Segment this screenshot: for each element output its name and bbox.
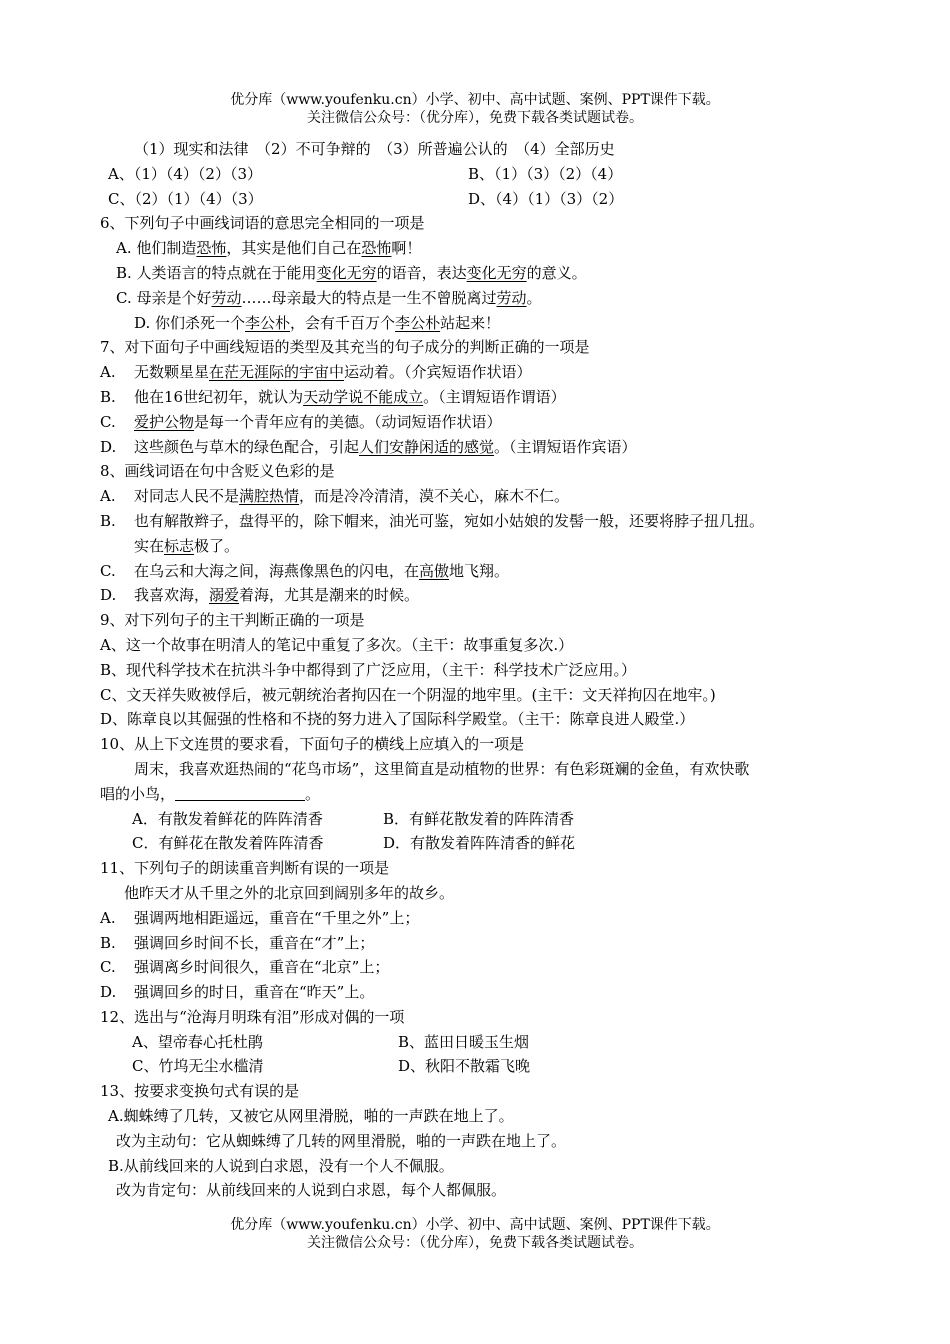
q10-options-row1: [100, 807, 950, 832]
q6-option-b: [100, 261, 950, 286]
q7-c-label: C.: [100, 412, 116, 431]
q10-option-c: C．有鲜花在散发着阵阵清香: [132, 834, 324, 853]
q11-option-c: [100, 955, 950, 980]
q7-b-text-2: 。（主谓短语作谓语）: [423, 387, 566, 406]
q6-c-underlined-1: 劳动: [211, 288, 242, 307]
q8-c-text-1: 在乌云和大海之间，海燕像黑色的闪电，在: [134, 561, 420, 580]
q11-d-text: 强调回乡的时日，重音在“昨天”上。: [134, 983, 375, 1002]
q8-d-text-1: 我喜欢海，: [134, 586, 210, 605]
q5-options-row1: [100, 162, 950, 187]
q6-b-text-3: 的意义。: [526, 263, 587, 282]
q8-b-label: B.: [100, 511, 116, 530]
q10-stem: 10、从上下文连贯的要求看，下面句子的横线上应填入的一项是: [100, 735, 525, 754]
q7-b-text-1: 他在16世纪初年，就认为: [134, 387, 304, 406]
header-line-1: 优分库（www.youfenku.cn）小学、初中、高中试题、案例、PPT课件下载。: [230, 92, 720, 108]
q13-stem: 13、按要求变换句式有误的是: [100, 1082, 300, 1101]
q11-b-text: 强调回乡时间不长，重音在“才”上；: [134, 933, 375, 952]
q8-option-b-cont: [100, 534, 950, 559]
q8-d-underlined: 溺爱: [209, 586, 240, 605]
q13-option-a: A.蜘蛛缚了几转，又被它从网里滑脱，啪的一声跌在地上了。: [108, 1107, 514, 1126]
q8-a-text-2: ，而是冷冷清清，漠不关心，麻木不仁。: [299, 487, 570, 506]
q7-d-underlined: 人们安静闲适的感觉: [359, 437, 495, 456]
q8-option-b: [100, 509, 950, 534]
q6-d-underlined-2: 李公朴: [395, 313, 441, 332]
q8-b-text: 也有解散辫子，盘得平的，除下帽来，油光可鉴，宛如小姑娘的发髻一般，还要将脖子扭几扭。: [134, 511, 765, 530]
q6-a-text-3: 啊！: [391, 239, 422, 258]
q6-option-d: [100, 311, 950, 336]
q6-a-text-2: ，其实是他们自己在: [226, 239, 362, 258]
q6-d-text-1: D. 你们杀死一个: [134, 313, 246, 332]
q8-a-underlined: 满腔热情: [239, 487, 300, 506]
q6-b-underlined-2: 变化无穷: [466, 263, 527, 282]
q11-option-d: [100, 980, 950, 1005]
q11-d-label: D.: [100, 983, 117, 1002]
q8-d-label: D.: [100, 586, 117, 605]
q12-options-row1: [100, 1030, 950, 1055]
q10-answer-blank[interactable]: [175, 786, 305, 801]
q13-option-b-transform: 改为肯定句：从前线回来的人说到白求恩，每个人都佩服。: [116, 1181, 507, 1200]
q10-option-d: D．有散发着阵阵清香的鲜花: [383, 834, 576, 853]
q6-b-text-1: B. 人类语言的特点就在于能用: [116, 263, 317, 282]
q7-a-underlined: 在茫无涯际的宇宙中: [209, 363, 345, 382]
q8-stem: 8、画线词语在句中含贬义色彩的是: [100, 462, 335, 481]
q7-option-a: [100, 360, 950, 385]
q7-a-label: A.: [100, 363, 116, 382]
q8-option-a: [100, 484, 950, 509]
q7-c-underlined: 爱护公物: [134, 412, 195, 431]
q11-option-b: [100, 931, 950, 956]
q10-passage-1: 周末，我喜欢逛热闹的“花鸟市场”，这里简直是动植物的世界：有色彩斑斓的金鱼，有欢快歌: [134, 759, 750, 778]
q7-a-text-2: 运动着。（介宾短语作状语）: [344, 363, 532, 382]
q8-a-text-1: 对同志人民不是: [134, 487, 240, 506]
question-content: [0, 137, 950, 1203]
q11-c-label: C.: [100, 958, 116, 977]
q10-option-b: B．有鲜花散发着的阵阵清香: [383, 809, 575, 828]
q12-option-c: C、竹坞无尘水槛清: [132, 1057, 264, 1076]
q13-option-a-transform: 改为主动句：它从蜘蛛缚了几转的网里滑脱，啪的一声跌在地上了。: [116, 1131, 567, 1150]
q12-option-b: B、蓝田日暖玉生烟: [398, 1032, 530, 1051]
q7-option-c: [100, 410, 950, 435]
q5-options-row2: [100, 187, 950, 212]
q7-b-label: B.: [100, 387, 116, 406]
q7-b-underlined: 天动学说不能成立: [303, 387, 424, 406]
q6-option-c: [100, 286, 950, 311]
q10-options-row2: [100, 831, 950, 856]
q9-option-c: C、文天祥失败被俘后，被元朝统治者拘囚在一个阴湿的地牢里。(主干：文天祥拘囚在地牢。): [100, 685, 716, 704]
q6-c-text-1: C. 母亲是个好: [116, 288, 212, 307]
q8-c-text-2: 地飞翔。: [449, 561, 510, 580]
header-line-2: 关注微信公众号：（优分库），免费下载各类试题试卷。: [307, 110, 643, 126]
q7-option-b: [100, 385, 950, 410]
q8-d-text-2: 着海，尤其是潮来的时候。: [239, 586, 420, 605]
q5-option-b: B、（1）（3）（2）（4）: [468, 164, 623, 183]
q12-option-a: A、望帝春心托杜鹃: [132, 1032, 263, 1051]
q7-d-text-2: 。（主谓短语作宾语）: [494, 437, 637, 456]
q11-stem: 11、下列句子的朗读重音判断有误的一项是: [100, 859, 390, 878]
q6-a-underlined-2: 恐怖: [361, 239, 392, 258]
q7-stem: 7、对下面句子中画线短语的类型及其充当的句子成分的判断正确的一项是: [100, 338, 590, 357]
q5-option-d: D、（4）（1）（3）（2）: [468, 189, 624, 208]
q8-b2-text-2: 极了。: [194, 536, 240, 555]
q9-option-a: A、这一个故事在明清人的笔记中重复了多次。（主干：故事重复多次.）: [100, 635, 574, 654]
q10-passage-2-end: 。: [305, 784, 321, 803]
q6-stem: 6、下列句子中画线词语的意思完全相同的一项是: [100, 214, 425, 233]
q12-options-row2: [100, 1054, 950, 1079]
q11-a-label: A.: [100, 908, 116, 927]
q6-b-text-2: 的语音，表达: [376, 263, 467, 282]
q6-c-text-2: ……母亲最大的特点是一生不曾脱离过: [241, 288, 497, 307]
q10-option-a: A．有散发着鲜花的阵阵清香: [132, 809, 323, 828]
page-header: [0, 91, 950, 127]
q6-a-text-1: A. 他们制造: [116, 239, 197, 258]
q11-option-a: [100, 906, 950, 931]
footer-line-1: 优分库（www.youfenku.cn）小学、初中、高中试题、案例、PPT课件下载。: [230, 1217, 720, 1233]
q12-stem: 12、选出与“沧海月明珠有泪”形成对偶的一项: [100, 1007, 405, 1026]
q5-items: （1）现实和法律 （2）不可争辩的 （3）所普遍公认的 （4）全部历史: [134, 140, 615, 158]
q8-a-label: A.: [100, 487, 116, 506]
q8-b2-text-1: 实在: [134, 536, 165, 555]
q11-sentence: 他昨天才从千里之外的北京回到阔别多年的故乡。: [124, 883, 455, 902]
q6-a-underlined-1: 恐怖: [196, 239, 227, 258]
q10-passage-2-text: 唱的小鸟，: [100, 784, 176, 803]
q9-option-d: D、陈章良以其倔强的性格和不挠的努力进入了国际科学殿堂。（主干：陈章良进人殿堂.）: [100, 710, 695, 729]
q9-stem: 9、对下列句子的主干判断正确的一项是: [100, 611, 365, 630]
footer-line-2: 关注微信公众号：（优分库），免费下载各类试题试卷。: [307, 1235, 643, 1251]
q6-c-text-3: 。: [526, 288, 542, 307]
q7-a-text-1: 无数颗星星: [134, 363, 210, 382]
q6-c-underlined-2: 劳动: [496, 288, 527, 307]
q13-option-b: B.从前线回来的人说到白求恩，没有一个人不佩服。: [108, 1156, 454, 1175]
q11-c-text: 强调离乡时间很久，重音在“北京”上；: [134, 958, 390, 977]
q7-c-text-2: 是每一个青年应有的美德。（动词短语作状语）: [194, 412, 502, 431]
q11-b-label: B.: [100, 933, 116, 952]
q6-d-text-2: ，会有千百万个: [290, 313, 396, 332]
q8-c-label: C.: [100, 561, 116, 580]
q11-a-text: 强调两地相距遥远，重音在“千里之外”上；: [134, 908, 420, 927]
q8-option-c: [100, 559, 950, 584]
q7-option-d: [100, 435, 950, 460]
q6-d-underlined-1: 李公朴: [245, 313, 291, 332]
q10-passage-2: [100, 782, 950, 807]
q5-option-c: C、（2）（1）（4）（3）: [108, 189, 263, 208]
q9-option-b: B、现代科学技术在抗洪斗争中都得到了广泛应用，（主干：科学技术广泛应用。）: [100, 660, 637, 679]
q7-d-text-1: 这些颜色与草木的绿色配合，引起: [134, 437, 360, 456]
q5-option-a: A、（1）（4）（2）（3）: [108, 164, 263, 183]
page-footer: [0, 1216, 950, 1252]
q8-option-d: [100, 583, 950, 608]
q6-b-underlined-1: 变化无穷: [316, 263, 377, 282]
q8-c-underlined: 高傲: [419, 561, 450, 580]
q6-d-text-3: 站起来！: [440, 313, 501, 332]
q8-b2-underlined: 标志: [164, 536, 195, 555]
q6-option-a: [100, 236, 950, 261]
q12-option-d: D、秋阳不散霜飞晚: [398, 1057, 531, 1076]
q7-d-label: D.: [100, 437, 117, 456]
